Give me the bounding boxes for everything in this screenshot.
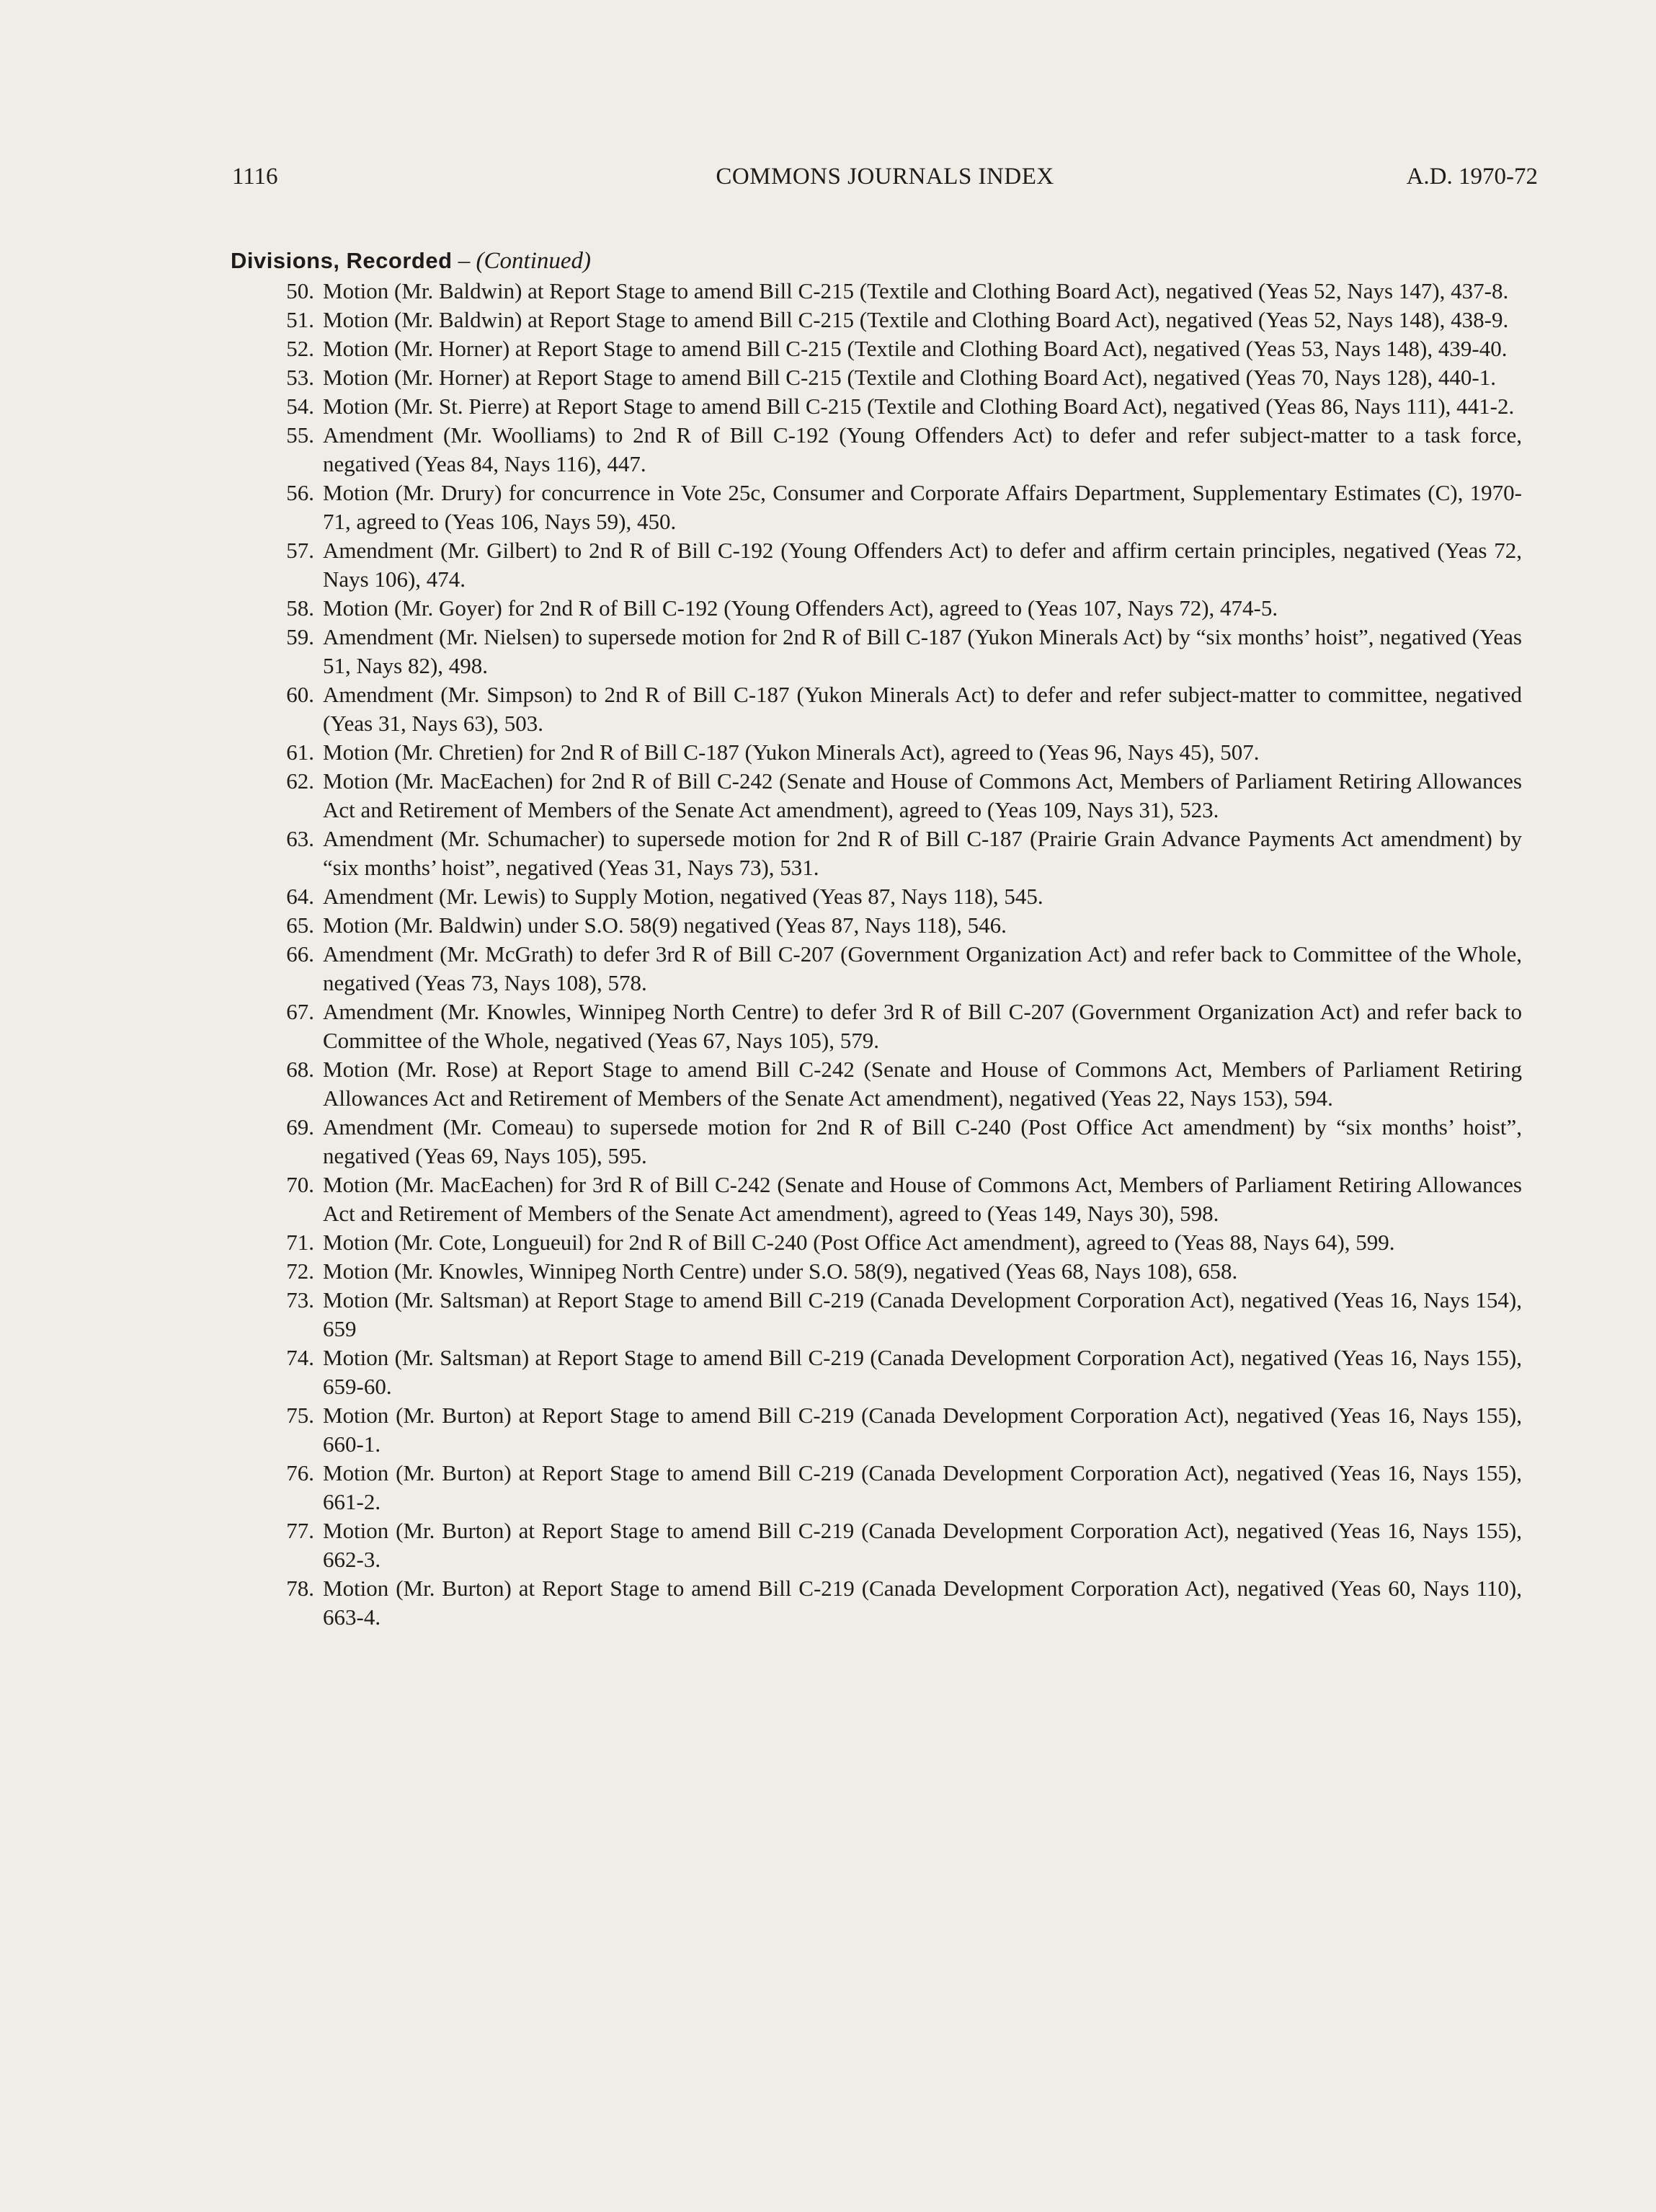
divisions-list <box>259 277 1522 1632</box>
division-entry <box>259 421 1522 479</box>
entry-number: 54. <box>286 394 314 419</box>
section-heading <box>231 245 591 277</box>
division-entry <box>259 882 1522 911</box>
entry-text: Amendment (Mr. Comeau) to supersede motion for 2nd R of Bill C-240 (Post Office Act amendment) by “six months’ hoist”, negatived (Yeas 69, Nays 105), 595. <box>323 1114 1522 1168</box>
entry-text: Motion (Mr. Horner) at Report Stage to amend Bill C-215 (Textile and Clothing Board Act), negatived (Yeas 53, Nays 148), 439-40. <box>323 336 1508 361</box>
entry-number: 61. <box>286 739 314 765</box>
entry-number: 72. <box>286 1258 314 1284</box>
entry-number: 73. <box>286 1287 314 1312</box>
entry-text: Motion (Mr. Chretien) for 2nd R of Bill C-187 (Yukon Minerals Act), agreed to (Yeas 96, Nays 45), 507. <box>323 739 1260 765</box>
division-entry <box>259 680 1522 738</box>
entry-text: Motion (Mr. Rose) at Report Stage to amend Bill C-242 (Senate and House of Commons Act, Members of Parliament Retiring Allowances Act and Retirement of Members of the Senate Act amendment), negatived (Yeas 22, Nays 153), 594. <box>323 1057 1522 1111</box>
section-label: Divisions, Recorded <box>231 248 453 273</box>
division-entry <box>259 334 1522 363</box>
entry-number: 64. <box>286 884 314 909</box>
division-entry <box>259 1459 1522 1516</box>
entry-text: Motion (Mr. MacEachen) for 2nd R of Bill C-242 (Senate and House of Commons Act, Members of Parliament Retiring Allowances Act and Retirement of Members of the Senate Act amendment), agreed to (Yeas 109, Nays 31), 523. <box>323 768 1522 822</box>
entry-number: 75. <box>286 1403 314 1428</box>
entry-number: 76. <box>286 1460 314 1485</box>
division-entry <box>259 479 1522 536</box>
entry-number: 77. <box>286 1518 314 1543</box>
entry-text: Amendment (Mr. McGrath) to defer 3rd R of Bill C-207 (Government Organization Act) and refer back to Committee of the Whole, negatived (Yeas 73, Nays 108), 578. <box>323 941 1522 995</box>
entry-number: 68. <box>286 1057 314 1082</box>
entry-number: 65. <box>286 912 314 938</box>
entry-number: 78. <box>286 1576 314 1601</box>
entry-number: 59. <box>286 624 314 649</box>
section-dash: – <box>452 248 476 274</box>
entry-number: 60. <box>286 682 314 707</box>
division-entry <box>259 306 1522 334</box>
division-entry <box>259 623 1522 680</box>
entry-number: 51. <box>286 307 314 332</box>
division-entry <box>259 1257 1522 1286</box>
entry-number: 63. <box>286 826 314 851</box>
entry-text: Motion (Mr. Knowles, Winnipeg North Centre) under S.O. 58(9), negatived (Yeas 68, Nays 108), 658. <box>323 1258 1238 1284</box>
page-number: 1116 <box>232 164 278 190</box>
entry-text: Motion (Mr. Horner) at Report Stage to amend Bill C-215 (Textile and Clothing Board Act), negatived (Yeas 70, Nays 128), 440-1. <box>323 365 1496 390</box>
entry-text: Amendment (Mr. Woolliams) to 2nd R of Bill C-192 (Young Offenders Act) to defer and refer subject-matter to a task force, negatived (Yeas 84, Nays 116), 447. <box>323 422 1522 476</box>
division-entry <box>259 363 1522 392</box>
entry-text: Motion (Mr. Burton) at Report Stage to amend Bill C-219 (Canada Development Corporation Act), negatived (Yeas 16, Nays 155), 661-2. <box>323 1460 1522 1514</box>
division-entry <box>259 911 1522 940</box>
entry-number: 74. <box>286 1345 314 1370</box>
entry-number: 57. <box>286 538 314 563</box>
section-continued: (Continued) <box>476 248 592 274</box>
entry-text: Motion (Mr. Baldwin) under S.O. 58(9) negatived (Yeas 87, Nays 118), 546. <box>323 912 1007 938</box>
entry-text: Amendment (Mr. Schumacher) to supersede motion for 2nd R of Bill C-187 (Prairie Grain Advance Payments Act amendment) by “six months’ hoist”, negatived (Yeas 31, Nays 73), 531. <box>323 826 1522 880</box>
division-entry <box>259 998 1522 1055</box>
entry-number: 50. <box>286 278 314 303</box>
entry-number: 71. <box>286 1230 314 1255</box>
division-entry <box>259 825 1522 882</box>
running-head <box>232 161 1538 192</box>
entry-text: Motion (Mr. Baldwin) at Report Stage to amend Bill C-215 (Textile and Clothing Board Act), negatived (Yeas 52, Nays 147), 437-8. <box>323 278 1509 303</box>
entry-text: Motion (Mr. Drury) for concurrence in Vote 25c, Consumer and Corporate Affairs Department, Supplementary Estimates (C), 1970-71, agreed to (Yeas 106, Nays 59), 450. <box>323 480 1522 534</box>
entry-text: Amendment (Mr. Simpson) to 2nd R of Bill C-187 (Yukon Minerals Act) to defer and refer subject-matter to committee, negatived (Yeas 31, Nays 63), 503. <box>323 682 1522 736</box>
entry-text: Motion (Mr. Baldwin) at Report Stage to amend Bill C-215 (Textile and Clothing Board Act), negatived (Yeas 52, Nays 148), 438-9. <box>323 307 1509 332</box>
entry-text: Motion (Mr. Cote, Longueuil) for 2nd R of Bill C-240 (Post Office Act amendment), agreed to (Yeas 88, Nays 64), 599. <box>323 1230 1395 1255</box>
entry-text: Motion (Mr. Burton) at Report Stage to amend Bill C-219 (Canada Development Corporation Act), negatived (Yeas 60, Nays 110), 663-4. <box>323 1576 1522 1630</box>
entry-text: Amendment (Mr. Nielsen) to supersede motion for 2nd R of Bill C-187 (Yukon Minerals Act) by “six months’ hoist”, negatived (Yeas 51, Nays 82), 498. <box>323 624 1522 678</box>
entry-number: 58. <box>286 595 314 621</box>
division-entry <box>259 1055 1522 1113</box>
entry-text: Motion (Mr. Goyer) for 2nd R of Bill C-192 (Young Offenders Act), agreed to (Yeas 107, Nays 72), 474-5. <box>323 595 1278 621</box>
page-title: COMMONS JOURNALS INDEX <box>716 164 1054 190</box>
division-entry <box>259 277 1522 306</box>
division-entry <box>259 536 1522 594</box>
division-entry <box>259 767 1522 825</box>
division-entry <box>259 392 1522 421</box>
entry-text: Amendment (Mr. Gilbert) to 2nd R of Bill C-192 (Young Offenders Act) to defer and affirm certain principles, negatived (Yeas 72, Nays 106), 474. <box>323 538 1522 592</box>
division-entry <box>259 1113 1522 1171</box>
entry-number: 53. <box>286 365 314 390</box>
date-range: A.D. 1970-72 <box>1406 164 1538 190</box>
division-entry <box>259 1574 1522 1632</box>
entry-text: Amendment (Mr. Lewis) to Supply Motion, negatived (Yeas 87, Nays 118), 545. <box>323 884 1043 909</box>
division-entry <box>259 594 1522 623</box>
entry-text: Motion (Mr. Saltsman) at Report Stage to amend Bill C-219 (Canada Development Corporation Act), negatived (Yeas 16, Nays 154), 659 <box>323 1287 1522 1341</box>
entry-text: Motion (Mr. Saltsman) at Report Stage to amend Bill C-219 (Canada Development Corporation Act), negatived (Yeas 16, Nays 155), 659-60. <box>323 1345 1522 1399</box>
entry-number: 67. <box>286 999 314 1024</box>
entry-number: 69. <box>286 1114 314 1140</box>
division-entry <box>259 1401 1522 1459</box>
division-entry <box>259 1286 1522 1343</box>
entry-number: 62. <box>286 768 314 794</box>
entry-number: 56. <box>286 480 314 505</box>
entry-text: Motion (Mr. St. Pierre) at Report Stage to amend Bill C-215 (Textile and Clothing Board Act), negatived (Yeas 86, Nays 111), 441-2. <box>323 394 1515 419</box>
division-entry <box>259 738 1522 767</box>
entry-number: 70. <box>286 1172 314 1197</box>
division-entry <box>259 1343 1522 1401</box>
entry-text: Motion (Mr. Burton) at Report Stage to amend Bill C-219 (Canada Development Corporation Act), negatived (Yeas 16, Nays 155), 660-1. <box>323 1403 1522 1457</box>
entry-text: Motion (Mr. Burton) at Report Stage to amend Bill C-219 (Canada Development Corporation Act), negatived (Yeas 16, Nays 155), 662-3. <box>323 1518 1522 1572</box>
entry-text: Motion (Mr. MacEachen) for 3rd R of Bill C-242 (Senate and House of Commons Act, Members of Parliament Retiring Allowances Act and Retirement of Members of the Senate Act amendment), agreed to (Yeas 149, Nays 30), 598. <box>323 1172 1522 1226</box>
division-entry <box>259 940 1522 998</box>
division-entry <box>259 1516 1522 1574</box>
division-entry <box>259 1228 1522 1257</box>
entry-number: 52. <box>286 336 314 361</box>
entry-number: 55. <box>286 422 314 448</box>
division-entry <box>259 1171 1522 1228</box>
entry-number: 66. <box>286 941 314 967</box>
entry-text: Amendment (Mr. Knowles, Winnipeg North Centre) to defer 3rd R of Bill C-207 (Government Organization Act) and refer back to Committee of the Whole, negatived (Yeas 67, Nays 105), 579. <box>323 999 1522 1053</box>
